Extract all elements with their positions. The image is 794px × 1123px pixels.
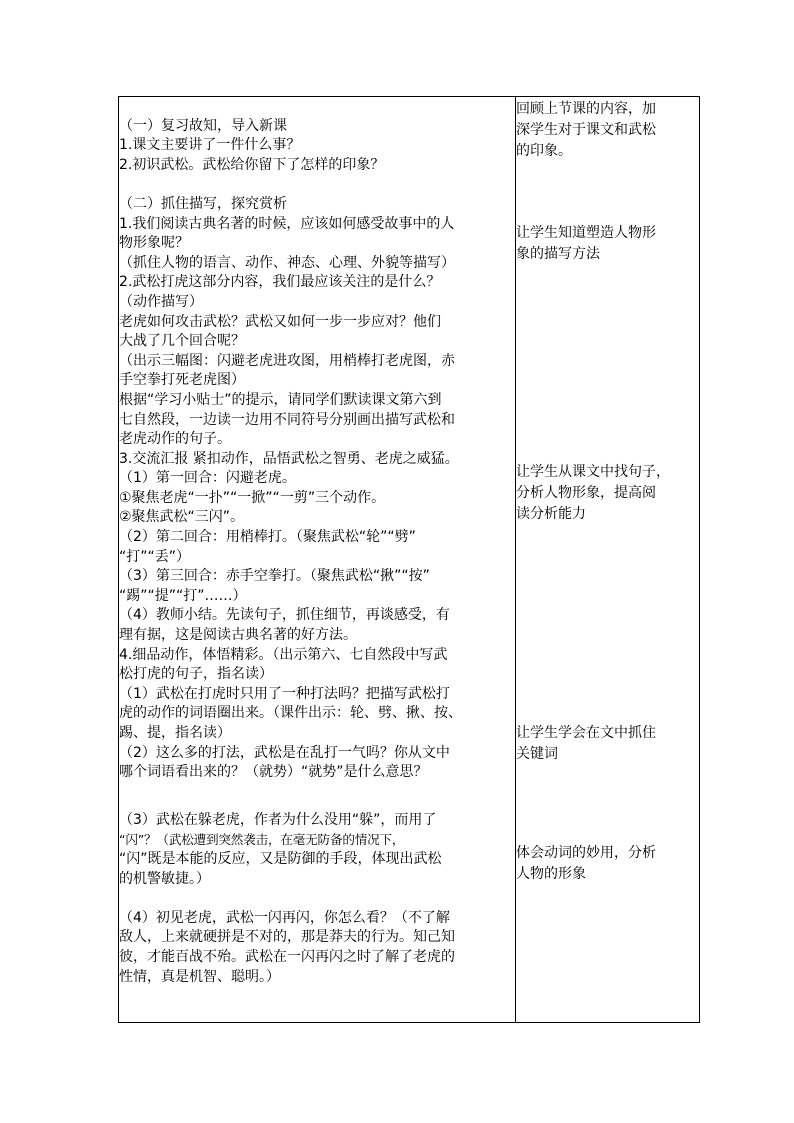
text-line: “闪”？（武松遭到突然袭击，在毫无防备的情况下， — [119, 832, 405, 848]
text-line: 七自然段，一边读一边用不同符号分别画出描写武松和 — [119, 411, 455, 428]
text-line: 彼，才能百战不殆。武松在一闪再闪之时了解了老虎的 — [119, 948, 455, 965]
text-line: （2）第二回合：用梢棒打。（聚焦武松“轮”“劈” — [119, 529, 416, 546]
text-line: 2.武松打虎这部分内容，我们最应该关注的是什么？ — [119, 274, 441, 291]
text-line: （1）第一回合：闪避老虎。 — [119, 470, 296, 487]
text-line: 理有据，这是阅读古典名著的好方法。 — [119, 627, 357, 644]
text-line: 踢、提，指名读） — [119, 725, 231, 741]
text-line: 敌人，上来就硬拼是不对的，那是莽夫的行为。知己知 — [119, 929, 455, 946]
note-line: 让学生从课文中找句子， — [516, 464, 670, 480]
text-line: 物形象呢？ — [119, 235, 189, 252]
section-heading: （二）抓住描写，探究赏析 — [119, 195, 287, 212]
text-line: （出示三幅图：闪避老虎进攻图，用梢棒打老虎图，赤 — [119, 352, 455, 369]
table-row — [119, 97, 700, 1023]
text-line: “踢”“提”“打”……） — [119, 587, 247, 604]
text-line: （1）武松在打虎时只用了一种打法吗？把描写武松打 — [119, 685, 450, 702]
text-line: （3）第三回合：赤手空拳打。（聚焦武松“揪”“按” — [119, 568, 430, 585]
note-line: 象的描写方法 — [516, 246, 600, 262]
text-line: 1.我们阅读古典名著的时候，应该如何感受故事中的人 — [119, 215, 455, 232]
text-line: （4）初见老虎，武松一闪再闪，你怎么看？（不了解 — [119, 909, 450, 926]
text-line: “打”“丢”） — [119, 548, 191, 565]
text-line: ②聚焦武松“三闪”。 — [119, 509, 245, 526]
text-line: 3.交流汇报 紧扣动作，品悟武松之智勇、老虎之威猛。 — [119, 450, 459, 467]
note-line: 让学生学会在文中抓住 — [516, 725, 656, 741]
text-line: 1.课文主要讲了一件什么事？ — [119, 137, 301, 154]
note-line: 关键词 — [516, 746, 558, 762]
text-line: 2.初识武松。武松给你留下了怎样的印象？ — [119, 156, 385, 173]
note-line: 体会动词的妙用，分析 — [516, 845, 656, 861]
text-line: （2）这么多的打法，武松是在乱打一气吗？你从文中 — [119, 744, 450, 761]
text-line: （动作描写） — [119, 293, 203, 310]
text-line: 性情，真是机智、聪明。） — [119, 968, 280, 985]
text-line: 4.细品动作，体悟精彩。（出示第六、七自然段中写武 — [119, 646, 448, 663]
teaching-process-cell — [119, 97, 516, 1023]
text-line: （4）教师小结。先读句子，抓住细节，再谈感受，有 — [119, 607, 450, 624]
text-line: ①聚焦老虎“一扑”“一掀”“一剪”三个动作。 — [119, 489, 386, 506]
note-line: 的印象。 — [516, 143, 572, 159]
lesson-plan-table — [118, 96, 700, 1023]
text-line: 老虎如何攻击武松？武松又如何一步一步应对？他们 — [119, 313, 441, 330]
text-line: 松打虎的句子，指名读） — [119, 666, 273, 683]
text-line: 的机警敏捷。） — [119, 870, 210, 887]
design-intent-cell — [516, 97, 700, 1023]
note-line: 人物的形象 — [516, 866, 586, 882]
text-line: 大战了几个回合呢？ — [119, 333, 245, 350]
text-line: 手空拳打死老虎图） — [119, 372, 245, 389]
section-heading: （一）复习故知，导入新课 — [119, 117, 287, 134]
note-line: 分析人物形象，提高阅 — [516, 485, 656, 501]
note-line: 深学生对于课文和武松 — [516, 122, 656, 138]
text-line: 哪个词语看出来的？（就势）“就势”是什么意思？ — [119, 764, 428, 781]
note-line: 读分析能力 — [516, 506, 586, 522]
text-line: （3）武松在躲老虎，作者为什么没用“躲”，而用了 — [119, 811, 437, 828]
text-line: 虎的动作的词语圈出来。（课件出示：轮、劈、揪、按、 — [119, 705, 462, 722]
text-line: 根据“学习小贴士”的提示，请同学们默读课文第六到 — [119, 391, 442, 408]
text-line: “闪”既是本能的反应，又是防御的手段，体现出武松 — [119, 850, 442, 867]
text-line: （抓住人物的语言、动作、神态、心理、外貌等描写） — [119, 254, 455, 271]
note-line: 让学生知道塑造人物形 — [516, 225, 656, 241]
note-line: 回顾上节课的内容，加 — [516, 101, 656, 117]
text-line: 老虎动作的句子。 — [119, 431, 231, 448]
